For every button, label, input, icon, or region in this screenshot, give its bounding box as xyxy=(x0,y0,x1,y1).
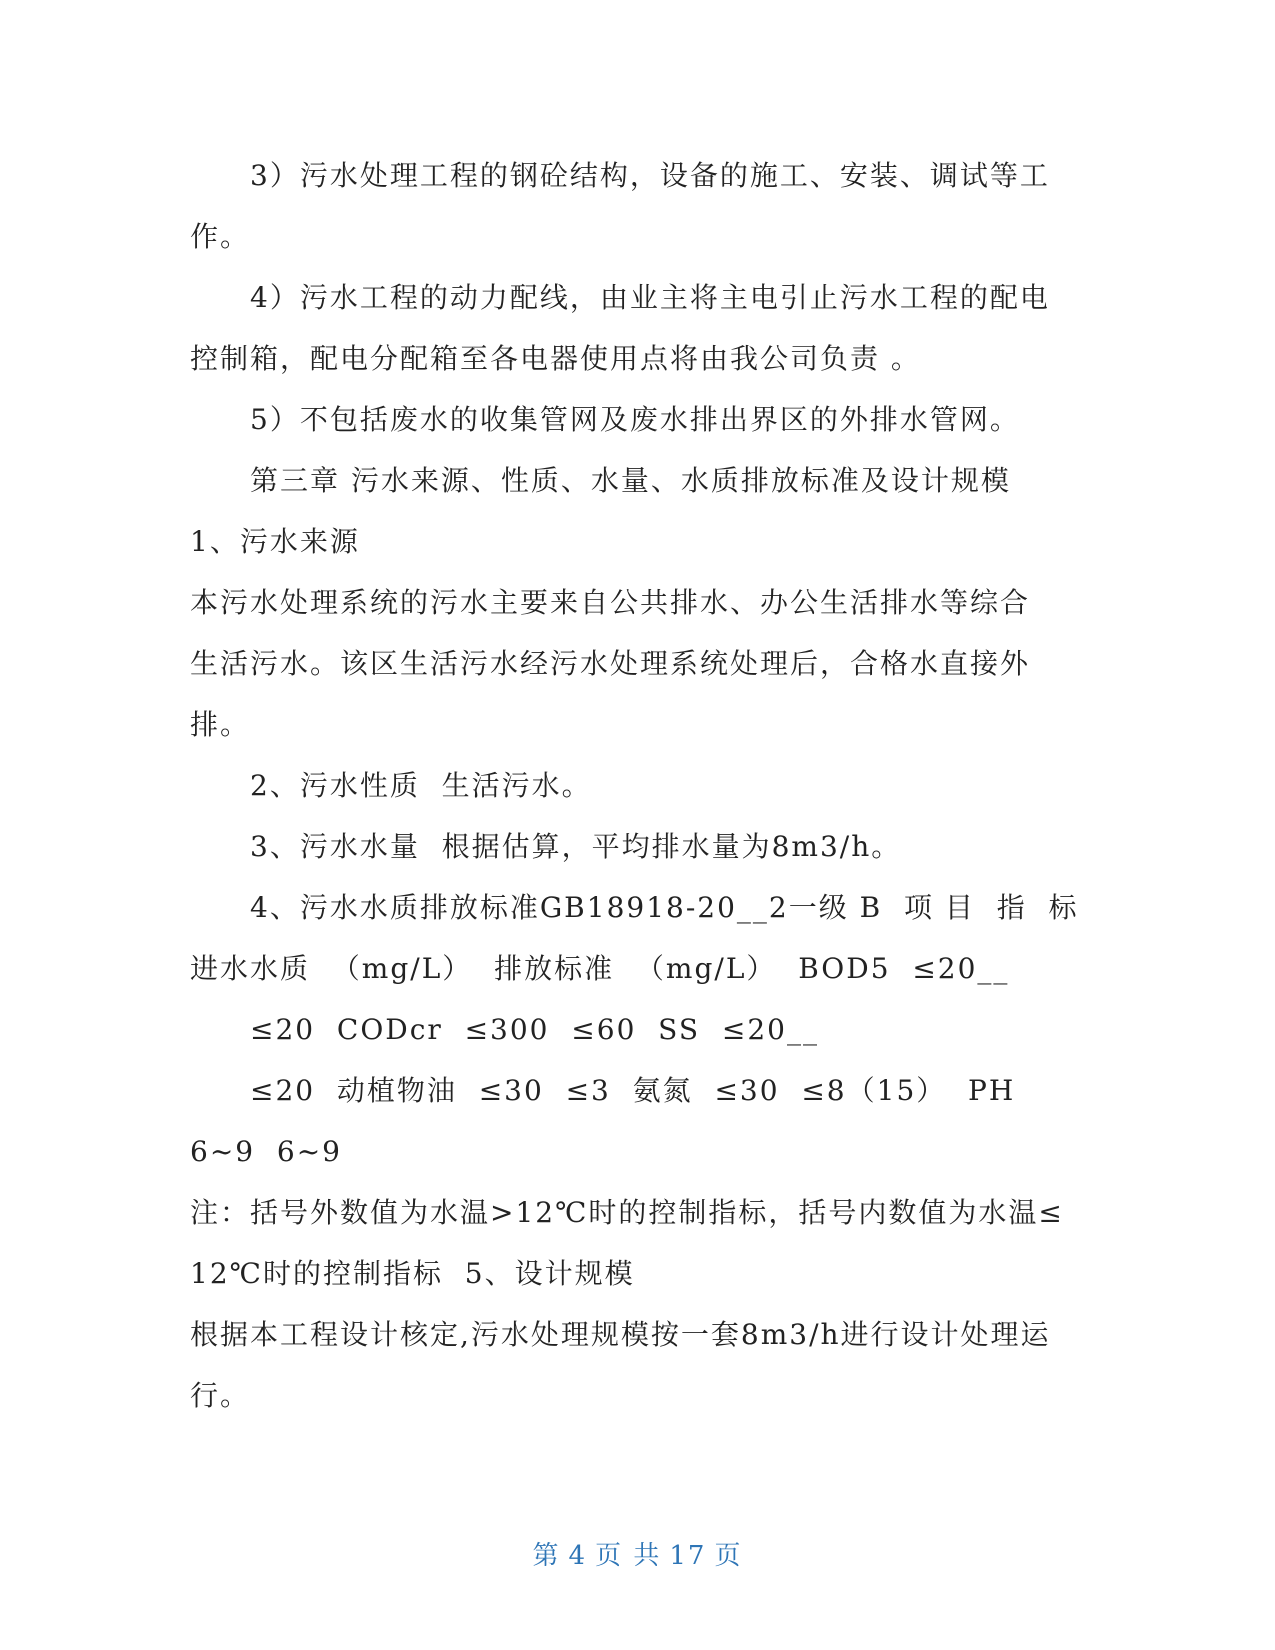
body-line: 5）不包括废水的收集管网及废水排出界区的外排水管网。 xyxy=(250,403,1020,436)
body-line: 进水水质 （mg/L） 排放标准 （mg/L） BOD5 ≤20__ xyxy=(190,952,1010,985)
body-line: 作。 xyxy=(190,220,251,253)
page-label-prefix: 第 xyxy=(532,1541,561,1571)
body-line: 排。 xyxy=(190,708,251,741)
note-line: 12℃时的控制指标 5、设计规模 xyxy=(190,1257,635,1290)
body-line: 2、污水性质 生活污水。 xyxy=(250,769,592,802)
page-label-suffix: 页 xyxy=(714,1541,743,1571)
body-line: ≤20 CODcr ≤300 ≤60 SS ≤20__ xyxy=(250,1013,819,1046)
document-body xyxy=(190,145,1090,1426)
section-heading: 1、污水来源 xyxy=(190,525,360,558)
page-footer xyxy=(0,1535,1275,1572)
chapter-heading: 第三章 污水来源、性质、水量、水质排放标准及设计规模 xyxy=(250,464,1011,497)
body-line: 控制箱，配电分配箱至各电器使用点将由我公司负责 。 xyxy=(190,342,921,375)
body-line: 3）污水处理工程的钢砼结构，设备的施工、安装、调试等工 xyxy=(250,159,1050,192)
body-line: 3、污水水量 根据估算，平均排水量为8m3/h。 xyxy=(250,830,902,863)
note-line: 注：括号外数值为水温>12℃时的控制指标，括号内数值为水温≤ xyxy=(190,1196,1064,1229)
body-line: 6~9 6~9 xyxy=(190,1135,342,1168)
page-label-mid: 页 共 xyxy=(595,1541,662,1571)
body-line: 根据本工程设计核定,污水处理规模按一套8m3/h进行设计处理运 xyxy=(190,1318,1051,1351)
total-pages-number: 17 xyxy=(669,1541,707,1571)
body-line: 生活污水。该区生活污水经污水处理系统处理后，合格水直接外 xyxy=(190,647,1031,680)
current-page-number: 4 xyxy=(568,1541,588,1571)
body-line: 4）污水工程的动力配线，由业主将主电引止污水工程的配电 xyxy=(250,281,1050,314)
body-line: 本污水处理系统的污水主要来自公共排水、办公生活排水等综合 xyxy=(190,586,1031,619)
body-line: 4、污水水质排放标准GB18918-20__2一级 B 项 目 指 标 xyxy=(250,891,1079,924)
body-line: ≤20 动植物油 ≤30 ≤3 氨氮 ≤30 ≤8（15） PH xyxy=(250,1074,1016,1107)
body-line: 行。 xyxy=(190,1379,251,1412)
